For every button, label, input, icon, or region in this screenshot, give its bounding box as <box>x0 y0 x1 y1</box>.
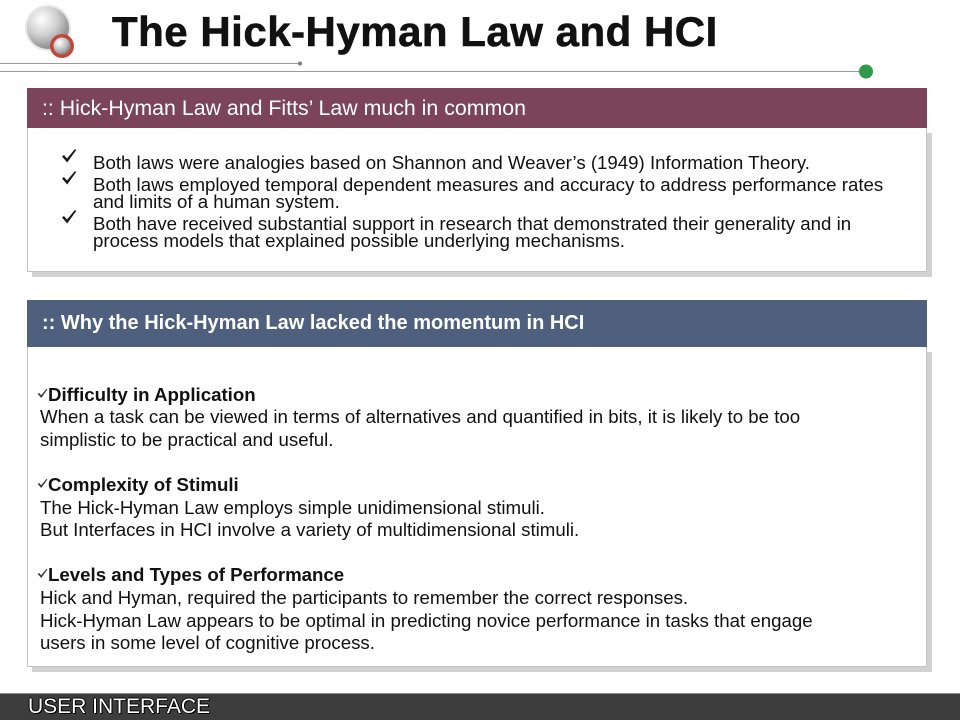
reason-heading <box>40 564 813 587</box>
page-title: The Hick-Hyman Law and HCI <box>112 8 718 55</box>
spacer <box>40 542 813 565</box>
sphere-logo-icon <box>25 5 74 58</box>
reason-block-performance <box>40 564 813 654</box>
list-item-line: Both laws employed temporal dependent measures and accuracy to address performance rates <box>93 173 884 195</box>
footer-label: USER INTERFACE <box>28 695 211 718</box>
footer-bar <box>0 693 960 720</box>
list-item <box>93 212 883 251</box>
green-dot-icon <box>859 65 873 79</box>
list-item-line: Both have received substantial support in research that demonstrated their generality and in <box>93 212 852 234</box>
reason-line: The Hick-Hyman Law employs simple unidimensional stimuli. <box>40 496 545 518</box>
check-icon <box>37 478 48 489</box>
section-momentum-header <box>27 300 927 347</box>
reason-line: When a task can be viewed in terms of alternatives and quantified in bits, it is likely to be too <box>40 406 801 428</box>
common-points-list <box>93 151 884 251</box>
section-momentum-header-text: :: Why the Hick-Hyman Law lacked the momentum in HCI <box>42 312 585 334</box>
reason-heading-text: Difficulty in Application <box>48 383 256 405</box>
reason-heading-text: Levels and Types of Performance <box>48 564 345 586</box>
section-common-header <box>27 88 927 128</box>
reason-line: Hick and Hyman, required the participants to remember the correct responses. <box>40 587 689 609</box>
reason-line: users in some level of cognitive process. <box>40 632 375 654</box>
check-icon <box>37 388 48 399</box>
list-item-line: Both laws were analogies based on Shannon and Weaver’s (1949) Information Theory. <box>93 151 810 173</box>
list-item <box>93 173 884 212</box>
check-icon <box>61 148 77 164</box>
check-icon <box>61 170 77 186</box>
check-icon <box>37 568 48 579</box>
spacer <box>40 451 813 474</box>
reason-line: Hick-Hyman Law appears to be optimal in predicting novice performance in tasks that engage <box>40 609 813 631</box>
reason-block-complexity <box>40 474 813 542</box>
check-icon <box>61 209 77 225</box>
list-item-line: process models that explained possible underlying mechanisms. <box>93 229 625 251</box>
reason-line: But Interfaces in HCI involve a variety of multidimensional stimuli. <box>40 519 580 541</box>
reason-heading-text: Complexity of Stimuli <box>48 474 239 496</box>
momentum-reasons-list <box>40 384 813 655</box>
reason-line: simplistic to be practical and useful. <box>40 428 334 450</box>
list-item <box>93 151 883 173</box>
section-common-header-text: :: Hick-Hyman Law and Fitts’ Law much in common <box>42 96 526 120</box>
reason-block-difficulty <box>40 384 813 452</box>
reason-heading <box>40 474 813 497</box>
list-item-line: and limits of a human system. <box>93 190 340 212</box>
rule-end-dot-icon <box>298 62 302 66</box>
reason-heading <box>40 384 813 407</box>
